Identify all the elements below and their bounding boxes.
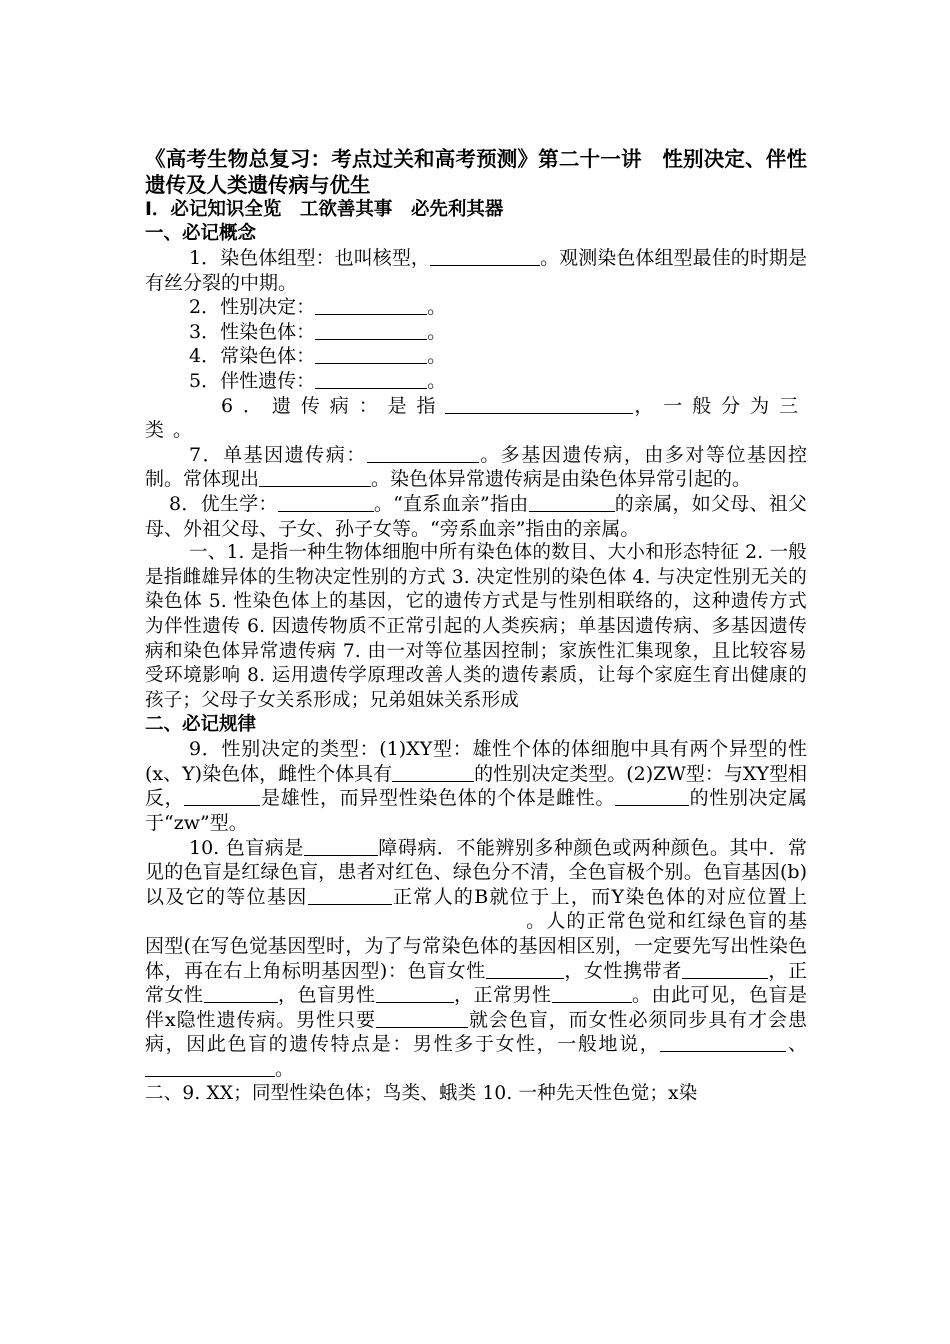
question-5: 5．伴性遗传： 。: [189, 369, 447, 392]
question-9: 9．性别决定的类型：(1)XY型：雄性个体的体细胞中具有两个异型的性(x、Y)染色体，雌性个体具有 的性别决定类型。(2)ZW型：与XY型相反， 是雄性，而异型性染色体的个体是雌性。 的性别决定属于“zw”型。: [145, 738, 807, 835]
answer-blank[interactable]: [445, 395, 633, 414]
question-1: 1．染色体组型：也叫核型， 。观测染色体组型最佳的时期是有丝分裂的中期。: [145, 247, 807, 294]
section-heading: I．必记知识全览 工欲善其事 必先利其器: [145, 199, 504, 220]
answer-blank[interactable]: [430, 247, 540, 266]
answer-blank[interactable]: [376, 1009, 468, 1028]
answer-blank[interactable]: [392, 763, 474, 782]
answer-blank[interactable]: [615, 787, 689, 806]
answer-blank[interactable]: [315, 321, 427, 340]
question-10: 10. 色盲病是 障碍病．不能辨别多种颜色或两种颜色。其中．常见的色盲是红绿色盲，患者对红色、绿色分不清，全色盲极个别。色盲基因(b)以及它的等位基因 正常人的B就位于上，而Y染色体的对应位置上。人的正常色觉和红绿色盲的基因型(在写色觉基因型时，为了与常染色体的基因相区别，一定要先写出性染色体，再在右上角标明基因型)：色盲女性 ，女性携带者 ，正常女性 ，色盲男性 ，正常男性 。由此可见，色盲是伴x隐性遗传病。男性只要 就会色盲，而女性必须同步具有才会患病，因此色盲的遗传特点是：男性多于女性，一般地说， 、。: [145, 836, 807, 1080]
answer-blank[interactable]: [376, 984, 454, 1003]
question-3: 3．性染色体： 。: [189, 320, 447, 343]
answer-blank[interactable]: [304, 837, 378, 856]
answer-blank[interactable]: [184, 787, 260, 806]
document-body: [145, 146, 807, 1106]
part-heading-rules: 二、必记规律: [145, 714, 257, 736]
question-7: 7．单基因遗传病： 。多基因遗传病，由多对等位基因控制。常体现出 。染色体异常遗传病是由染色体异常引起的。: [145, 443, 807, 491]
answer-blank[interactable]: [145, 1058, 275, 1077]
question-6: 6．遗传病：是指 ，一般分为三类。: [145, 394, 807, 442]
answer-blank[interactable]: [529, 493, 615, 512]
document-title: 《高考生物总复习：考点过关和高考预测》第二十一讲 性别决定、伴性遗传及人类遗传病与优生: [145, 147, 807, 197]
answer-blank[interactable]: [486, 960, 564, 979]
answer-blank[interactable]: [660, 1033, 786, 1052]
answer-blank[interactable]: [315, 345, 427, 364]
answer-blank[interactable]: [259, 468, 371, 487]
answer-blank[interactable]: [367, 444, 479, 463]
question-2: 2．性别决定： 。: [189, 296, 447, 319]
question-4: 4．常染色体： 。: [189, 345, 447, 368]
answer-blank[interactable]: [278, 493, 374, 512]
answer-blank[interactable]: [315, 296, 427, 315]
answers-part-1: 一、1. 是指一种生物体细胞中所有染色体的数目、大小和形态特征 2. 一般是指雌雄异体的生物决定性别的方式 3. 决定性别的染色体 4. 与决定性别无关的染色体 5. 性染色体上的基因，它的遗传方式是与性别相联络的，这种遗传方式为伴性遗传 6. 因遗传物质不正常引起的人类疾病；单基因遗传病、多基因遗传病和染色体异常遗传病 7. 由一对等位基因控制；家族性汇集现象，且比较容易受环境影响 8. 运用遗传学原理改善人类的遗传素质，让每个家庭生育出健康的孩子；父母子女关系形成；兄弟姐妹关系形成: [145, 542, 807, 711]
part-heading-concepts: 一、必记概念: [145, 223, 257, 244]
answers-part-2: 二、9. XX；同型性染色体；鸟类、蛾类 10. 一种先天性色觉；x染: [145, 1082, 698, 1104]
answer-blank[interactable]: [308, 886, 392, 905]
answer-blank[interactable]: [552, 984, 632, 1003]
answer-blank[interactable]: [682, 960, 768, 979]
answer-blank[interactable]: [315, 370, 427, 389]
answer-blank[interactable]: [204, 984, 278, 1003]
question-8: 8．优生学： 。“直系血亲”指由 的亲属，如父母、祖父母、外祖父母、子女、孙子女等。“旁系血亲”指由的亲属。: [145, 492, 807, 540]
